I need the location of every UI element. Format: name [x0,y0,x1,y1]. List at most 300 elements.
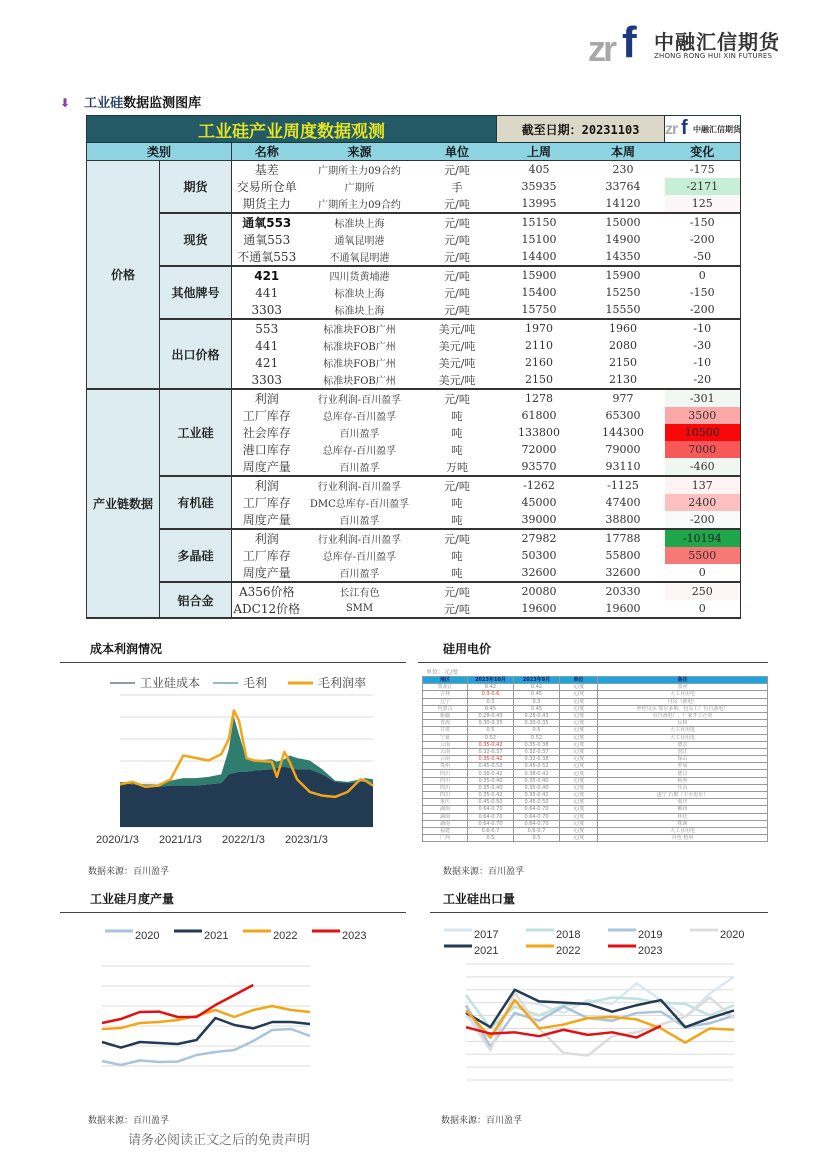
electricity-cell: 0.64-0.70 [514,813,560,820]
row-last-week: 133800 [518,426,561,439]
row-this-week: 19600 [582,600,665,618]
x-tick-label: 2023/1/3 [285,834,328,846]
electricity-cell: 四川 [423,770,468,777]
header-unit: 单位 [418,143,497,161]
electricity-cell: 四川 [423,777,468,784]
electricity-cell: 0.30-0.35 [514,720,560,727]
electricity-cell: 吉林 [423,691,468,698]
row-source: 标准块上海 [302,301,418,319]
electricity-row [423,777,768,784]
legend-label: 2023 [342,930,367,942]
row-change: 2400 [665,494,741,511]
row-name: 工厂库存 [242,409,291,423]
electricity-cell: 怀化 [598,813,768,820]
electricity-cell: 云南 [423,756,468,763]
legend-label: 2017 [474,929,499,941]
electricity-cell: 0.35-0.42 [468,756,514,763]
row-source: 不通氧昆明港 [302,248,418,266]
divider [60,662,406,663]
row-unit: 元/吨 [444,216,470,230]
divider [430,912,768,913]
electricity-cell: 青海 [423,720,468,727]
row-unit: 元/吨 [444,392,470,406]
row-this-week: 230 [612,163,634,176]
row-this-week: 47400 [605,496,641,509]
electricity-cell: 德昌 [598,770,768,777]
row-name: 基差 [254,163,279,177]
row-change: 7000 [665,441,741,458]
electricity-cell: 四川 [423,784,468,791]
row-change: -175 [665,161,741,179]
section-label: 产业链数据 [87,389,160,618]
electricity-cell: 内蒙古 [423,705,468,712]
electricity-row [423,820,768,827]
weekly-data-table [86,115,741,619]
electricity-cell: 百色 梧州 [598,835,768,842]
legend-label: 毛利润率 [318,676,367,690]
row-last-week: 15750 [497,301,582,319]
row-last-week: 19600 [497,600,582,618]
row-this-week: 32600 [582,564,665,582]
electricity-cell: 0.3 [514,698,560,705]
section-heading-highlight: 工业硅 [84,96,124,111]
table-header-row [87,143,741,161]
electricity-cell: 元/度 [560,712,598,719]
table-row [87,266,741,284]
electricity-cell: 0.45 [514,691,560,698]
electricity-cell: 郴州 [598,806,768,813]
row-source: 四川货黄埔港 [329,272,390,283]
electricity-price-table [422,676,768,842]
section-heading-rest: 数据监测图库 [123,96,202,111]
x-tick-label: 2021/1/3 [159,834,202,846]
header-last-week: 上周 [497,143,582,161]
electricity-cell: 0.32-0.38 [514,756,560,763]
row-last-week: 45000 [521,496,557,509]
row-unit: 吨 [451,409,463,423]
electricity-row [423,763,768,770]
electricity-cell: 广西 [423,835,468,842]
electricity-cell: 0.42 [468,684,514,691]
table-logo [665,116,741,143]
row-this-week: 38800 [582,511,665,529]
row-last-week: 61800 [521,409,557,422]
row-last-week: 20080 [521,585,557,598]
row-name: 通氧553 [243,233,291,247]
electricity-cell: 0.35-0.42 [514,792,560,799]
electricity-cell: 元/度 [560,770,598,777]
row-source: 行业利润-百川盈孚 [317,535,402,546]
row-name: 441 [255,285,279,300]
electricity-cell: 新疆 [423,712,468,719]
row-unit: 元/吨 [418,600,497,618]
row-change: -200 [665,511,741,529]
cost-profit-chart [88,665,398,875]
section-heading [60,92,201,111]
row-source: 总库存-百川盈孚 [322,446,397,457]
row-change: 250 [665,582,741,600]
row-name: 期货主力 [232,195,302,213]
row-change: -460 [665,458,741,476]
electricity-cell: 0.6-0.7 [514,827,560,834]
row-change: 0 [665,564,741,582]
electricity-cell: 0.42 [514,684,560,691]
electricity-cell: 0.64-0.70 [468,820,514,827]
logo-mark-gray: zr [588,28,615,69]
electricity-cell: 0.5 [468,727,514,734]
legend-label: 毛利 [243,676,268,690]
row-unit: 元/吨 [418,248,497,266]
electricity-cell: 元/度 [560,684,598,691]
electricity-cell: 贵州 [423,763,468,770]
row-change: -10 [665,319,741,337]
row-name: 不通氧553 [232,248,302,266]
electricity-cell: 元/度 [560,806,598,813]
electricity-cell: 四川 [423,792,468,799]
row-unit: 吨 [418,511,497,529]
monthly-output-chart [95,918,367,1068]
row-name: 利润 [254,392,279,406]
electricity-cell: 0.45-0.50 [468,799,514,806]
monthly-output-source: 数据来源：百川盈孚 [88,1116,170,1126]
row-this-week: 65300 [605,409,641,422]
row-name: 周度产量 [232,564,302,582]
electricity-cell: 重庆 [598,799,768,806]
row-name: 通氧553 [242,216,292,230]
electricity-cell: 呼伦贝尔 鄂尔多斯、包头工厂有自备电厂 [598,705,768,712]
row-unit: 元/吨 [444,269,470,283]
row-source: 总库存-百川盈孚 [322,412,397,423]
row-this-week: 14350 [582,248,665,266]
row-change: -200 [665,301,741,319]
row-unit: 元/吨 [444,479,470,493]
row-last-week: 27982 [521,532,557,545]
electricity-row [423,770,768,777]
electricity-row [423,712,768,719]
electricity-row [423,813,768,820]
electricity-cell: 重庆 [423,799,468,806]
row-source: 标准块FOB广州 [323,325,396,336]
group-label: 有机硅 [160,476,232,529]
row-source: SMM [302,600,418,618]
header-category: 类别 [87,143,232,161]
row-unit: 吨 [451,426,463,440]
legend-label: 2023 [638,945,663,957]
row-name: 3303 [232,301,302,319]
row-name: 421 [255,355,279,370]
row-source: 百川盈孚 [302,458,418,476]
row-change: 137 [665,476,741,494]
row-change: -200 [665,231,741,248]
group-label: 多晶硅 [160,529,232,582]
row-unit: 吨 [451,496,463,510]
electricity-cell: 0.28-0.43 [468,712,514,719]
row-last-week: 32600 [497,564,582,582]
electricity-cell: 元/度 [560,799,598,806]
electricity-cell: 元/度 [560,720,598,727]
electricity-cell: 元/度 [560,727,598,734]
row-change: -20 [665,371,741,389]
row-this-week: 2150 [609,356,638,369]
row-this-week: 79000 [605,443,641,456]
row-this-week: -1125 [607,479,639,492]
row-this-week: 977 [612,392,634,405]
legend-label: 2018 [556,929,581,941]
row-name: 3303 [232,371,302,389]
row-change: -2171 [665,178,741,195]
row-change: -30 [665,337,741,354]
row-name: 周度产量 [232,458,302,476]
row-unit: 美元/吨 [438,356,476,370]
row-unit: 吨 [418,564,497,582]
electricity-header-cell: 2023年10月 [468,677,514,684]
row-this-week: 2080 [609,339,638,352]
cost-profit-title: 成本利润情况 [90,642,163,656]
row-this-week: 144300 [602,426,645,439]
electricity-cell: 元/度 [560,835,598,842]
row-unit: 美元/吨 [438,339,476,353]
row-last-week: 39000 [497,511,582,529]
electricity-cell: 0.35-0.38 [514,741,560,748]
cutoff-date: 截至日期：20231103 [497,116,665,143]
electricity-row [423,741,768,748]
cost-profit-source: 数据来源：百川盈孚 [88,867,170,877]
electricity-cell: 罗甸 [598,763,768,770]
electricity-cell: 元/度 [560,756,598,763]
electricity-header-cell: 备注 [598,677,768,684]
row-change: 125 [665,195,741,213]
electricity-unit-note: 单位：元/度 [426,669,459,676]
electricity-cell: 0.52 [514,734,560,741]
electricity-cell: 德宏 [598,741,768,748]
electricity-cell: 湖南 [423,820,468,827]
row-last-week: -1262 [523,479,555,492]
series-line-2023 [102,985,253,1023]
row-unit: 元/吨 [444,233,470,247]
row-change: -150 [665,213,741,231]
row-source: 行业利润-百川盈孚 [317,482,402,493]
electricity-row [423,734,768,741]
row-name: 港口库存 [242,443,291,457]
row-unit: 手 [451,180,463,194]
electricity-cell: 0.32-0.37 [514,748,560,755]
row-name: 社会库存 [242,426,291,440]
x-tick-label: 2022/1/3 [222,834,265,846]
electricity-cell: 大工业用电 [598,734,768,741]
electricity-row [423,799,768,806]
exports-title: 工业硅出口量 [443,892,516,906]
header-change: 变化 [665,143,741,161]
row-last-week: 15900 [521,269,557,282]
electricity-cell: 0.64-0.70 [468,806,514,813]
electricity-cell: 遂宁 石棉（丰水电价） [598,792,768,799]
row-this-week: 14900 [605,233,641,246]
electricity-cell: 元/度 [560,748,598,755]
electricity-row [423,698,768,705]
row-source: 百川盈孚 [339,429,380,440]
row-source: 通氧昆明港 [334,236,385,247]
row-source: 标准块上海 [334,289,385,300]
electricity-header-cell: 2023年9月 [514,677,560,684]
group-label: 其他牌号 [160,266,232,319]
logo-name-cn: 中融汇信期货 [654,30,780,54]
row-change: -50 [665,248,741,266]
row-last-week: 13995 [497,195,582,213]
electricity-cell: 元/度 [560,705,598,712]
row-this-week: 55800 [605,549,641,562]
row-last-week: 15400 [521,286,557,299]
electricity-cell: 元/度 [560,763,598,770]
row-source: 标准块上海 [334,219,385,230]
row-unit: 吨 [451,443,463,457]
row-name: 利润 [254,479,279,493]
group-label: 铝合金 [160,582,232,618]
table-row [87,213,741,231]
row-unit: 元/吨 [444,163,470,177]
electricity-cell: 云南 [423,748,468,755]
electricity-cell: 保山 [598,756,768,763]
electricity-row [423,806,768,813]
electricity-cell: 株洲 [598,820,768,827]
electricity-cell: 元/度 [560,734,598,741]
electricity-cell: 元/度 [560,827,598,834]
row-last-week: 405 [528,163,550,176]
row-name: 周度产量 [232,511,302,529]
row-last-week: 14400 [497,248,582,266]
section-label: 价格 [87,161,160,390]
electricity-cell: 湖南 [423,813,468,820]
electricity-row [423,705,768,712]
row-source: 长江有色 [339,588,380,599]
electricity-cell: 0.5 [514,835,560,842]
row-unit: 元/吨 [418,195,497,213]
electricity-row [423,792,768,799]
row-name: 441 [255,338,279,353]
electricity-cell: 0.64-0.70 [514,820,560,827]
electricity-cell: 乐山 [598,784,768,791]
electricity-cell: 0.3-0.6 [468,691,514,698]
electricity-source: 数据来源：百川盈孚 [443,867,525,877]
row-source: 标准块FOB广州 [323,342,396,353]
electricity-cell: 0.64-0.70 [514,806,560,813]
logo-mark-blue: f [622,18,637,67]
row-source: 百川盈孚 [302,511,418,529]
row-this-week: 14120 [582,195,665,213]
row-name: 工厂库存 [242,549,291,563]
electricity-cell: 福建 [423,827,468,834]
electricity-cell: 有自备电厂，厂家开工正常 [598,712,768,719]
row-last-week: 1970 [525,322,554,335]
electricity-cell: 怒江 [598,748,768,755]
electricity-cell: 0.45-0.50 [514,799,560,806]
row-this-week: 33764 [605,180,641,193]
row-unit: 万吨 [418,458,497,476]
electricity-row [423,691,768,698]
electricity-cell: 甘肃 [423,727,468,734]
electricity-cell: 0.38-0.42 [514,770,560,777]
company-logo [588,18,788,69]
row-unit: 美元/吨 [438,322,476,336]
row-last-week: 35935 [521,180,557,193]
electricity-row [423,835,768,842]
electricity-cell: 0.30-0.35 [468,720,514,727]
row-source: 广期所主力09合约 [302,195,418,213]
divider [60,912,406,913]
divider [418,662,768,663]
legend-label: 2022 [273,930,298,942]
table-row [87,319,741,337]
exports-chart [440,918,760,1068]
electricity-cell: 0.38-0.42 [468,770,514,777]
legend-label: 2020 [135,930,160,942]
row-last-week: 1278 [525,392,554,405]
electricity-cell: 0.45 [514,705,560,712]
header-name: 名称 [232,143,302,161]
electricity-cell: 元/度 [560,777,598,784]
series-line-2021 [102,1018,310,1048]
group-label: 出口价格 [160,319,232,389]
electricity-cell: 宁夏 [423,734,468,741]
electricity-row [423,827,768,834]
legend-label: 工业硅成本 [140,676,201,690]
row-unit: 元/吨 [444,532,470,546]
table-row [87,529,741,547]
row-source: 标准块FOB广州 [302,371,418,389]
legend-label: 2022 [556,945,581,957]
electricity-cell: 0.35-0.40 [468,777,514,784]
row-source: 标准块FOB广州 [323,359,396,370]
electricity-cell: 0.3 [468,698,514,705]
row-unit: 元/吨 [418,301,497,319]
electricity-cell: 0.5 [468,835,514,842]
electricity-cell: 0.52 [468,734,514,741]
electricity-cell: 0.6-0.7 [468,827,514,834]
group-label: 现货 [160,213,232,266]
table-row [87,476,741,494]
electricity-header-row [423,677,768,684]
electricity-cell: 0.35-0.40 [514,784,560,791]
row-name: 交易所仓单 [236,180,297,194]
electricity-header-cell: 地区 [423,677,468,684]
electricity-cell: 0.64-0.70 [468,813,514,820]
electricity-cell: 辽宁 [423,698,468,705]
row-this-week: 2130 [582,371,665,389]
group-label: 期货 [160,161,232,214]
electricity-cell: 0.45 [468,705,514,712]
row-last-week: 2150 [497,371,582,389]
row-source: 总库存-百川盈孚 [322,552,397,563]
row-last-week: 15150 [521,216,557,229]
row-this-week: 93110 [582,458,665,476]
row-name: ADC12价格 [233,602,301,616]
electricity-cell: 阿坝 [598,777,768,784]
electricity-cell: 大工业用电 [598,827,768,834]
row-name: 553 [255,321,279,336]
row-source: 广期所 [344,183,375,194]
row-unit: 元/吨 [444,585,470,599]
diamond-arrow-icon: ⬇ [60,96,71,110]
row-source: 广期所主力09合约 [318,166,401,177]
row-change: 5500 [665,547,741,564]
electricity-title: 硅用电价 [443,642,492,656]
electricity-cell: 大工业用电 [598,727,768,734]
row-last-week: 72000 [521,443,557,456]
electricity-cell: 黑河 [598,684,768,691]
electricity-row [423,748,768,755]
table-row [87,161,741,179]
electricity-cell: 元/度 [560,691,598,698]
row-this-week: 15250 [605,286,641,299]
